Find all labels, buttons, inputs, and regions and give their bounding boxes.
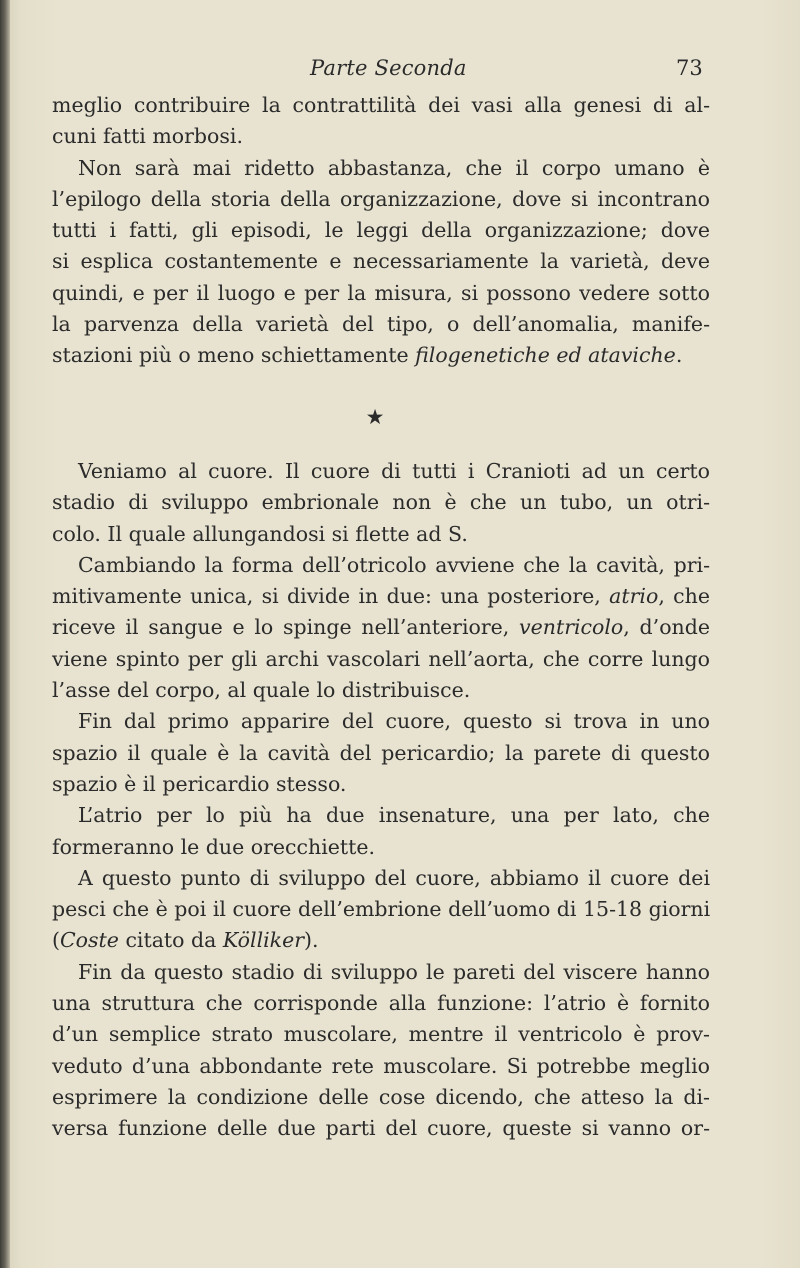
text-line: stadio di sviluppo embrionale non è che un tubo, un otri- <box>52 490 710 515</box>
text-line: la parvenza della varietà del tipo, o dell’anomalia, manife- <box>52 312 710 337</box>
text-line: l’asse del corpo, al quale lo distribuisce. <box>52 678 471 703</box>
text-line: si esplica costantemente e necessariamente la varietà, deve <box>52 249 710 274</box>
text-line: Non sarà mai ridetto abbastanza, che il corpo umano è <box>78 155 710 180</box>
text-line: tutti i fatti, gli episodi, le leggi della organizzazione; dove <box>52 218 710 243</box>
text-line: A questo punto di sviluppo del cuore, abbiamo il cuore dei <box>78 865 710 890</box>
text-line: viene spinto per gli archi vascolari nell’aorta, che corre lungo <box>52 646 710 671</box>
text-line: Cambiando la forma dell’otricolo avviene che la cavità, pri- <box>78 552 710 577</box>
text-span: stazioni più o meno schiettamente <box>52 343 416 368</box>
text-line: Veniamo al cuore. Il cuore di tutti i Cranioti ad un certo <box>78 459 710 483</box>
italic-term: Kölliker <box>222 928 305 953</box>
running-head-title: Parte Seconda <box>310 56 467 80</box>
text-line: d’un semplice strato muscolare, mentre il ventricolo è prov- <box>52 1022 710 1047</box>
text-line: colo. Il quale allungandosi si flette ad S. <box>52 521 468 546</box>
text-block-second <box>52 456 710 1145</box>
book-binding-edge <box>0 0 10 1268</box>
text-line <box>52 340 710 371</box>
text-line: quindi, e per il luogo e per la misura, si possono vedere sotto <box>52 280 710 305</box>
page-number: 73 <box>676 56 703 80</box>
text-line: pesci che è poi il cuore dell’embrione dell’uomo di 15-18 giorni <box>52 897 711 922</box>
text-line: Fin dal primo apparire del cuore, questo si trova in uno <box>78 709 710 734</box>
text-line: Fin da questo stadio di sviluppo le pareti del viscere hanno <box>78 959 710 984</box>
text-block-first <box>52 90 710 372</box>
text-span: , d’onde <box>623 615 710 640</box>
text-span: ( <box>52 928 60 953</box>
text-line <box>52 925 710 956</box>
italic-term: atrio <box>609 584 659 609</box>
text-span: ). <box>304 928 319 953</box>
text-line: formeranno le due orecchiette. <box>52 834 376 859</box>
text-span: riceve il sangue e lo spinge nell’anteriore, <box>52 615 520 640</box>
section-separator-star: ★ <box>365 405 385 429</box>
text-line: esprimere la condizione delle cose dicendo, che atteso la di- <box>52 1084 710 1109</box>
text-line: cuni fatti morbosi. <box>52 124 243 149</box>
running-head <box>0 56 800 88</box>
text-line: spazio il quale è la cavità del pericardio; la parete di questo <box>52 740 710 765</box>
text-line: veduto d’una abbondante rete muscolare. Si potrebbe meglio <box>52 1053 710 1078</box>
text-span: mitivamente unica, si divide in due: una posteriore, <box>52 584 610 609</box>
text-line <box>52 581 710 612</box>
text-line <box>52 612 710 643</box>
text-line: l’epilogo della storia della organizzazione, dove si incontrano <box>52 186 710 211</box>
text-line: una struttura che corrisponde alla funzione: l’atrio è fornito <box>52 991 710 1016</box>
text-span: , che <box>658 584 710 609</box>
text-line: meglio contribuire la contrattilità dei vasi alla genesi di al- <box>52 93 710 117</box>
italic-term: filogenetiche ed ataviche <box>415 343 676 368</box>
text-line: L’atrio per lo più ha due insenature, una per lato, che <box>78 803 710 828</box>
text-line: versa funzione delle due parti del cuore, queste si vanno or- <box>52 1116 710 1141</box>
text-span: citato da <box>118 928 223 953</box>
text-line: spazio è il pericardio stesso. <box>52 771 347 796</box>
italic-term: Coste <box>60 928 119 953</box>
text-span: . <box>675 343 683 368</box>
italic-term: ventricolo <box>519 615 624 640</box>
